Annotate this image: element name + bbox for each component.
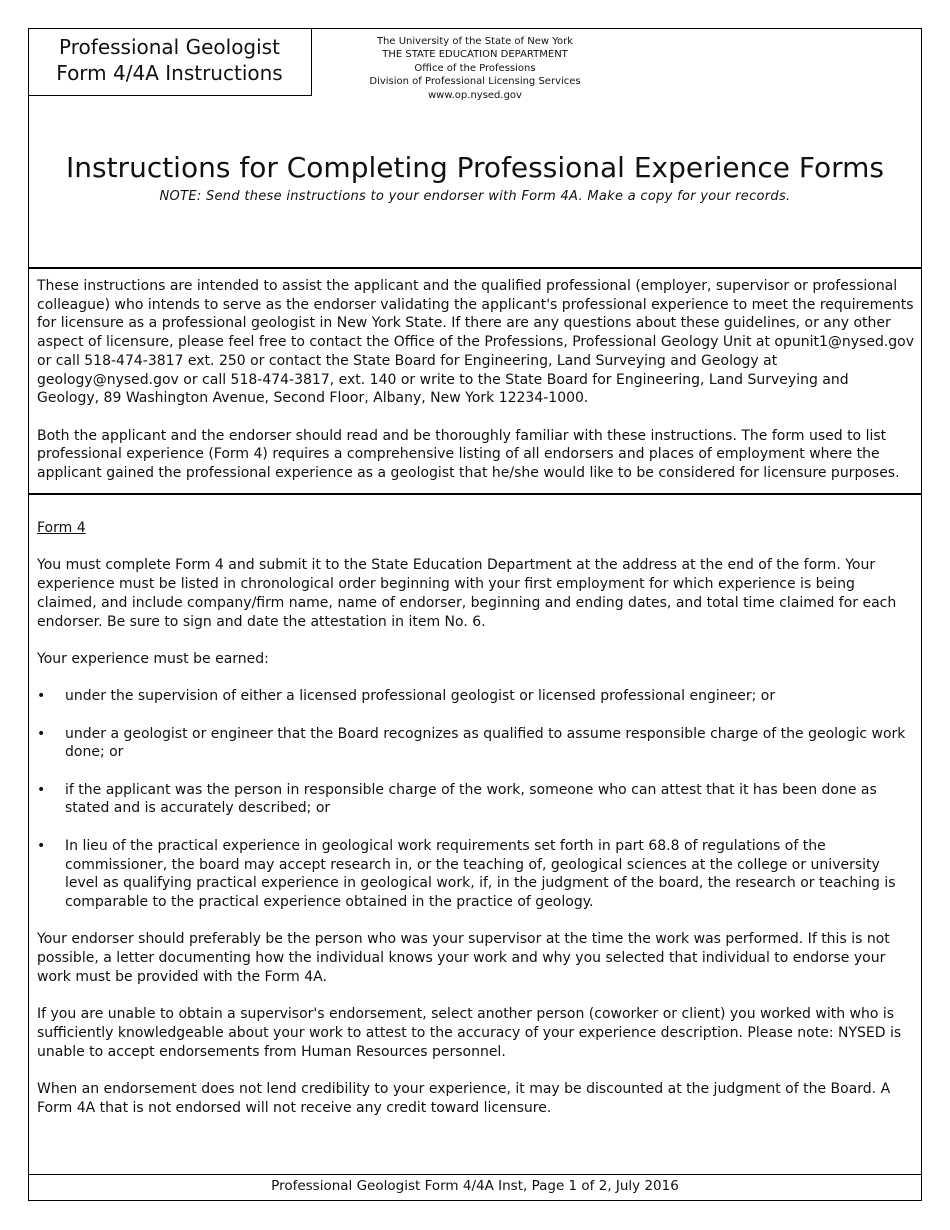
agency-university: The University of the State of New York <box>376 36 574 47</box>
intro-paragraph-familiarity: Both the applicant and the endorser should read and be thoroughly familiar with these instructions. The form used to list professional experience (Form 4) requires a comprehensive listing of all endorsers and places of employment where the applicant gained the professional experience as a geologist that he/she would like to be considered for licensure purposes. <box>37 427 900 482</box>
bullet-icon: • <box>37 725 46 742</box>
list-item <box>37 837 915 912</box>
list-item <box>37 781 915 818</box>
bullet-icon: • <box>37 781 46 798</box>
agency-block <box>345 35 605 102</box>
page-title: Instructions for Completing Professional Experience Forms <box>65 151 884 184</box>
list-item-text: under the supervision of either a licensed professional geologist or licensed professional engineer; or <box>65 688 776 705</box>
form-title-line2: Form 4/4A Instructions <box>56 61 283 85</box>
bullet-icon: • <box>37 837 46 854</box>
intro-paragraph-contacts: These instructions are intended to assist the applicant and the qualified professional (employer, supervisor or professional colleague) who intends to serve as the endorser validating the applicant's professional experience to meet the requirements for licensure as a professional geologist in New York State. If there are any questions about these guidelines, or any other aspect of licensure, please feel free to contact the Office of the Professions, Professional Geology Unit at opunit1@nysed.gov or call 518-474-3817 ext. 250 or contact the State Board for Engineering, Land Surveying and Geology at geology@nysed.gov or call 518-474-3817, ext. 140 or write to the State Board for Engineering, Land Surveying and Geology, 89 Washington Avenue, Second Floor, Albany, New York 12234-1000. <box>37 278 915 407</box>
form4-section <box>37 519 915 1136</box>
list-item-text: under a geologist or engineer that the Board recognizes as qualified to assume responsible charge of the geologic work done; or <box>65 725 906 761</box>
agency-division: Division of Professional Licensing Services <box>369 76 581 88</box>
form4-paragraph-endorser: Your endorser should preferably be the person who was your supervisor at the time the work was performed. If this is not possible, a letter documenting how the individual knows your work and why you selected that individual to endorse your work must be provided with the Form 4A. <box>37 931 890 985</box>
instructions-note: NOTE: Send these instructions to your endorser with Form 4A. Make a copy for your records. <box>159 189 791 204</box>
bullet-icon: • <box>37 688 46 705</box>
form4-paragraph-credibility: When an endorsement does not lend credibility to your experience, it may be discounted at the judgment of the Board. A Form 4A that is not endorsed will not receive any credit toward licensure. <box>37 1080 891 1116</box>
page-footer: Professional Geologist Form 4/4A Inst, Page 1 of 2, July 2016 <box>28 1175 922 1201</box>
list-item-text: if the applicant was the person in responsible charge of the work, someone who can attest that it has been done as stated and is accurately described; or <box>65 781 877 817</box>
list-item-text: In lieu of the practical experience in geological work requirements set forth in part 68.8 of regulations of the commissioner, the board may accept research in, or the teaching of, geological sciences at the college or university level as qualifying practical experience in geological work, if, in the judgment of the board, the research or teaching is comparable to the practical experience obtained in the practice of geology. <box>65 837 896 910</box>
agency-department: THE STATE EDUCATION DEPARTMENT <box>382 49 568 61</box>
list-item <box>37 725 915 762</box>
experience-requirements-list <box>37 687 915 911</box>
form4-paragraph-alternate-endorser: If you are unable to obtain a supervisor's endorsement, select another person (coworker or client) you worked with who is sufficiently knowledgeable about your work to attest to the accuracy of your experience description. Please note: NYSED is unable to accept endorsements from Human Resources personnel. <box>37 1006 902 1060</box>
section-divider-middle <box>28 493 922 495</box>
form4-paragraph-complete: You must complete Form 4 and submit it to the State Education Department at the address at the end of the form. Your experience must be listed in chronological order beginning with your first employment for which experience is being claimed, and include company/firm name, name of endorser, beginning and ending dates, and total time claimed for each endorser. Be sure to sign and date the attestation in item No. 6. <box>37 557 897 630</box>
list-item <box>37 687 915 706</box>
form-title-box <box>28 28 312 96</box>
agency-website: www.op.nysed.gov <box>428 89 522 101</box>
form-title-line1: Professional Geologist <box>59 35 280 59</box>
form4-section-title: Form 4 <box>37 520 86 536</box>
form4-paragraph-earned: Your experience must be earned: <box>37 650 269 667</box>
intro-section <box>37 277 915 501</box>
agency-office: Office of the Professions <box>414 62 536 74</box>
section-divider-top <box>28 267 922 269</box>
